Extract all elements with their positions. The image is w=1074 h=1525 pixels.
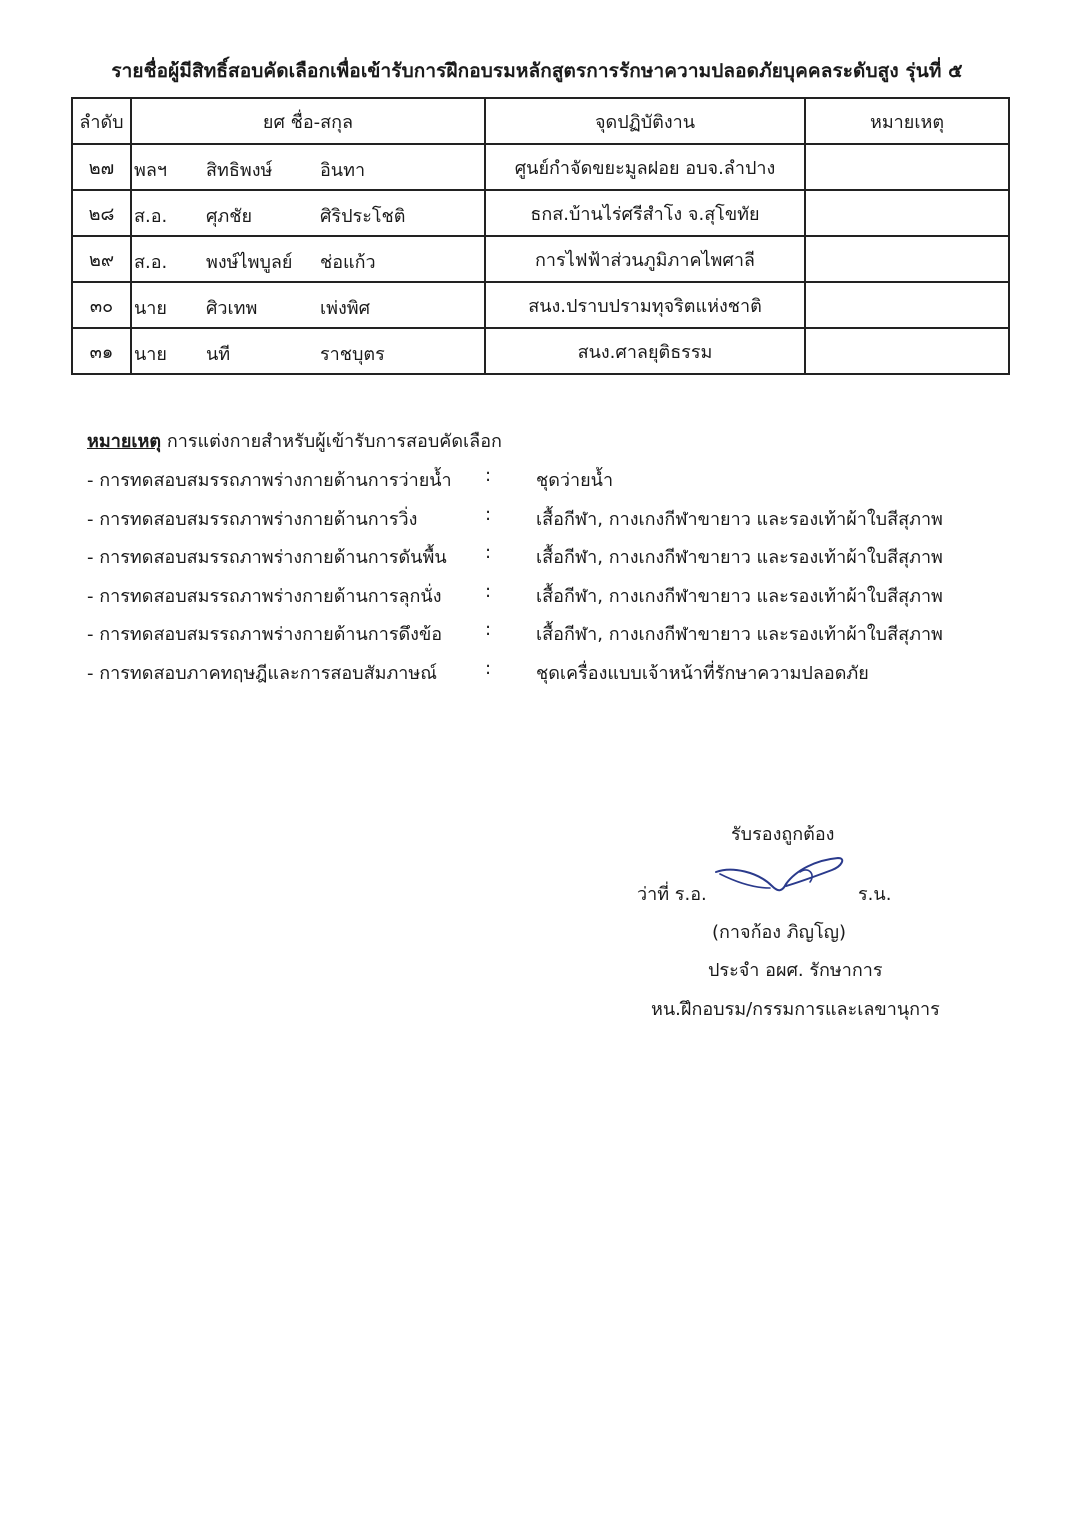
note-separator: :	[485, 619, 492, 640]
table-row	[72, 144, 1009, 190]
signer-rank-suffix: ร.น.	[858, 884, 892, 905]
note-separator: :	[485, 503, 492, 525]
row-rank: นาย	[134, 298, 167, 319]
header-unit: จุดปฏิบัติงาน	[485, 98, 805, 144]
header-remark: หมายเหตุ	[805, 98, 1009, 144]
row-no: ๒๗	[72, 144, 131, 190]
note-item	[87, 619, 987, 658]
note-separator: :	[485, 580, 492, 602]
note-test: - การทดสอบสมรรถภาพร่างกายด้านการลุกนั่ง	[87, 585, 442, 607]
notes-intro: การแต่งกายสำหรับผู้เข้ารับการสอบคัดเลือก	[161, 431, 502, 452]
note-separator: :	[485, 465, 492, 486]
row-unit: สนง.ปราบปรามทุจริตแห่งชาติ	[485, 282, 805, 328]
note-test: - การทดสอบสมรรถภาพร่างกายด้านการว่ายน้ำ	[87, 470, 452, 491]
signer-rank-prefix: ว่าที่ ร.อ.	[637, 884, 707, 905]
table-row	[72, 236, 1009, 282]
row-name	[131, 282, 485, 328]
row-last-name: ศิริประโชติ	[320, 206, 406, 227]
row-first-name: ศิวเทพ	[206, 298, 258, 319]
row-unit: สนง.ศาลยุติธรรม	[485, 328, 805, 374]
row-unit: ศูนย์กำจัดขยะมูลฝอย อบจ.ลำปาง	[485, 144, 805, 190]
note-item	[87, 465, 987, 504]
note-separator: :	[485, 657, 492, 679]
row-no: ๒๘	[72, 190, 131, 236]
notes-label: หมายเหตุ	[87, 431, 162, 452]
row-remark	[805, 144, 1009, 190]
table-row	[72, 328, 1009, 374]
note-attire: เสื้อกีฬา, กางเกงกีฬาขายาว และรองเท้าผ้าใบสีสุภาพ	[536, 624, 943, 645]
row-first-name: นที	[206, 344, 231, 365]
row-remark	[805, 190, 1009, 236]
signer-name: (กาจก้อง ภิญโญ)	[712, 922, 847, 943]
signer-office: หน.ฝึกอบรม/กรรมการและเลขานุการ	[651, 999, 940, 1020]
row-remark	[805, 282, 1009, 328]
note-attire: เสื้อกีฬา, กางเกงกีฬาขายาว และรองเท้าผ้าใบสีสุภาพ	[536, 585, 943, 607]
row-last-name: อินทา	[320, 160, 366, 181]
note-attire: ชุดเครื่องแบบเจ้าหน้าที่รักษาความปลอดภัย	[536, 662, 869, 684]
row-remark	[805, 328, 1009, 374]
row-rank: พลฯ	[134, 160, 168, 181]
row-remark	[805, 236, 1009, 282]
row-name	[131, 190, 485, 236]
certify-text: รับรองถูกต้อง	[731, 824, 835, 845]
table-row	[72, 282, 1009, 328]
note-attire: ชุดว่ายน้ำ	[536, 470, 614, 491]
header-no: ลำดับ	[72, 98, 131, 144]
row-no: ๓๑	[72, 328, 131, 374]
note-test: - การทดสอบสมรรถภาพร่างกายด้านการดันพื้น	[87, 547, 447, 568]
row-first-name: พงษ์ไพบูลย์	[206, 252, 293, 273]
signer-position: ประจำ อผศ. รักษาการ	[708, 960, 883, 981]
notes-heading	[87, 426, 987, 455]
row-last-name: ช่อแก้ว	[320, 252, 376, 273]
row-unit: ธกส.บ้านไร่ศรีสำโง จ.สุโขทัย	[485, 190, 805, 236]
row-name	[131, 328, 485, 374]
row-last-name: ราชบุตร	[320, 344, 385, 365]
handwritten-signature	[712, 852, 847, 902]
row-last-name: เพ่งพิศ	[320, 298, 371, 319]
row-rank: ส.อ.	[134, 252, 168, 273]
note-separator: :	[485, 542, 492, 563]
header-name: ยศ ชื่อ-สกุล	[131, 98, 485, 144]
row-first-name: สิทธิพงษ์	[206, 160, 273, 181]
note-attire: เสื้อกีฬา, กางเกงกีฬาขายาว และรองเท้าผ้าใบสีสุภาพ	[536, 508, 943, 530]
row-name	[131, 236, 485, 282]
row-first-name: ศุภชัย	[206, 206, 253, 227]
note-item	[87, 658, 987, 697]
note-test: - การทดสอบภาคทฤษฎีและการสอบสัมภาษณ์	[87, 662, 437, 684]
note-item	[87, 542, 987, 581]
row-name	[131, 144, 485, 190]
attire-notes	[87, 426, 987, 696]
note-test: - การทดสอบสมรรถภาพร่างกายด้านการวิ่ง	[87, 508, 418, 530]
candidate-table	[71, 97, 1010, 375]
note-attire: เสื้อกีฬา, กางเกงกีฬาขายาว และรองเท้าผ้าใบสีสุภาพ	[536, 547, 943, 568]
row-unit: การไฟฟ้าส่วนภูมิภาคไพศาลี	[485, 236, 805, 282]
note-test: - การทดสอบสมรรถภาพร่างกายด้านการดึงข้อ	[87, 624, 443, 645]
row-rank: นาย	[134, 344, 167, 365]
row-no: ๒๙	[72, 236, 131, 282]
table-row	[72, 190, 1009, 236]
table-header-row	[72, 98, 1009, 144]
document-title: รายชื่อผู้มีสิทธิ์สอบคัดเลือกเพื่อเข้ารับการฝึกอบรมหลักสูตรการรักษาความปลอดภัยบุคคลระดับสูง รุ่นที่ ๕	[111, 60, 963, 82]
row-no: ๓๐	[72, 282, 131, 328]
note-item	[87, 504, 987, 543]
note-item	[87, 581, 987, 620]
row-rank: ส.อ.	[134, 206, 168, 227]
